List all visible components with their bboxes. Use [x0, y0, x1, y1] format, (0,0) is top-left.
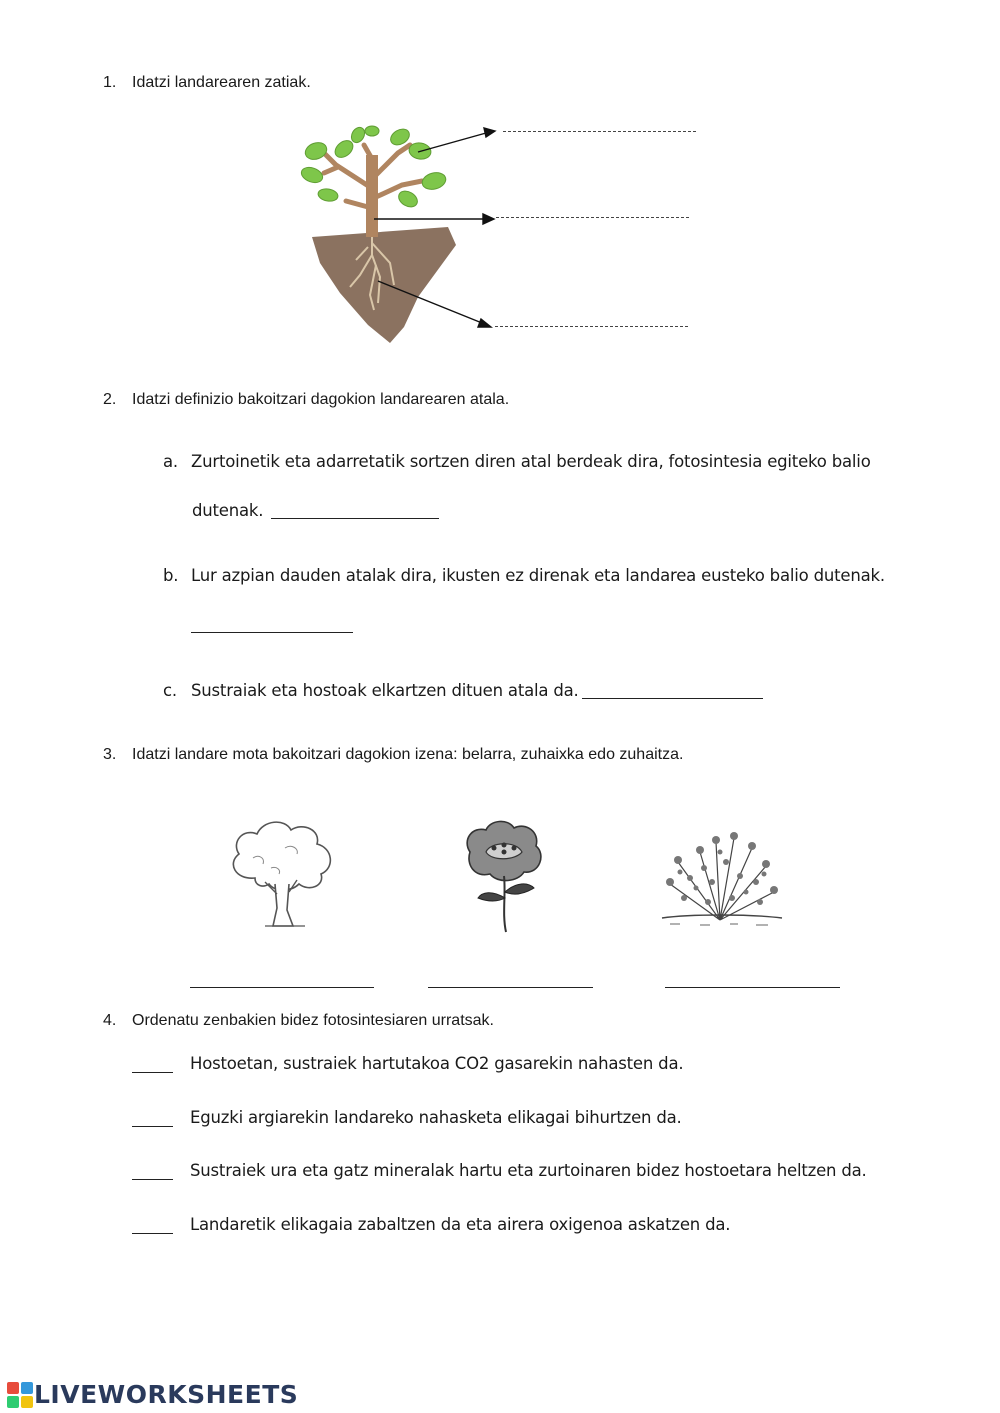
- question-number: 1.: [103, 74, 117, 91]
- step-1: Hostoetan, sustraiek hartutakoa CO2 gasarekin nahasten da.: [190, 1054, 684, 1073]
- answer-line-stem[interactable]: [496, 217, 689, 218]
- liveworksheets-brand: LIVEWORKSHEETS: [34, 1380, 299, 1409]
- question-text: Idatzi landarearen zatiak.: [132, 74, 311, 91]
- step-3: Sustraiek ura eta gatz mineralak hartu eta zurtoinaren bidez hostoetara heltzen da.: [190, 1161, 867, 1180]
- question-number: 3.: [103, 746, 117, 763]
- question-number: 2.: [103, 391, 117, 408]
- answer-line-b[interactable]: [191, 632, 353, 633]
- step-4: Landaretik elikagaia zabaltzen da eta airera oxigenoa askatzen da.: [190, 1215, 731, 1234]
- order-input-3[interactable]: [132, 1179, 173, 1180]
- definition-label: a.: [163, 452, 178, 471]
- answer-line-flower[interactable]: [428, 987, 593, 988]
- answer-line-leaves[interactable]: [503, 131, 696, 132]
- liveworksheets-logo-icon: [7, 1382, 33, 1408]
- answer-line-roots[interactable]: [495, 326, 688, 327]
- definition-a-line2: dutenak.: [192, 501, 264, 520]
- question-number: 4.: [103, 1012, 117, 1029]
- tree-image: [225, 818, 340, 933]
- definition-label: c.: [163, 681, 177, 700]
- answer-line-c[interactable]: [582, 698, 763, 699]
- question-text: Idatzi landare mota bakoitzari dagokion izena: belarra, zuhaixka edo zuhaitza.: [132, 746, 684, 763]
- question-text: Ordenatu zenbakien bidez fotosintesiaren urratsak.: [132, 1012, 494, 1029]
- answer-line-bush[interactable]: [665, 987, 840, 988]
- definition-text: Sustraiak eta hostoak elkartzen dituen atala da.: [191, 681, 579, 700]
- definition-label: b.: [163, 566, 179, 585]
- bush-image: [660, 822, 784, 930]
- step-2: Eguzki argiarekin landareko nahasketa elikagai bihurtzen da.: [190, 1108, 682, 1127]
- flower-image: [460, 818, 550, 936]
- definition-text: Zurtoinetik eta adarretatik sortzen diren atal berdeak dira, fotosintesia egiteko balio: [191, 452, 871, 471]
- soil-shape: [312, 227, 456, 343]
- definition-text: Lur azpian dauden atalak dira, ikusten ez direnak eta landarea eusteko balio dutenak.: [191, 566, 885, 585]
- order-input-4[interactable]: [132, 1233, 173, 1234]
- answer-line-a[interactable]: [271, 518, 439, 519]
- question-text: Idatzi definizio bakoitzari dagokion landarearen atala.: [132, 391, 510, 408]
- order-input-2[interactable]: [132, 1126, 173, 1127]
- answer-line-tree[interactable]: [190, 987, 374, 988]
- plant-diagram: [290, 125, 710, 350]
- order-input-1[interactable]: [132, 1072, 173, 1073]
